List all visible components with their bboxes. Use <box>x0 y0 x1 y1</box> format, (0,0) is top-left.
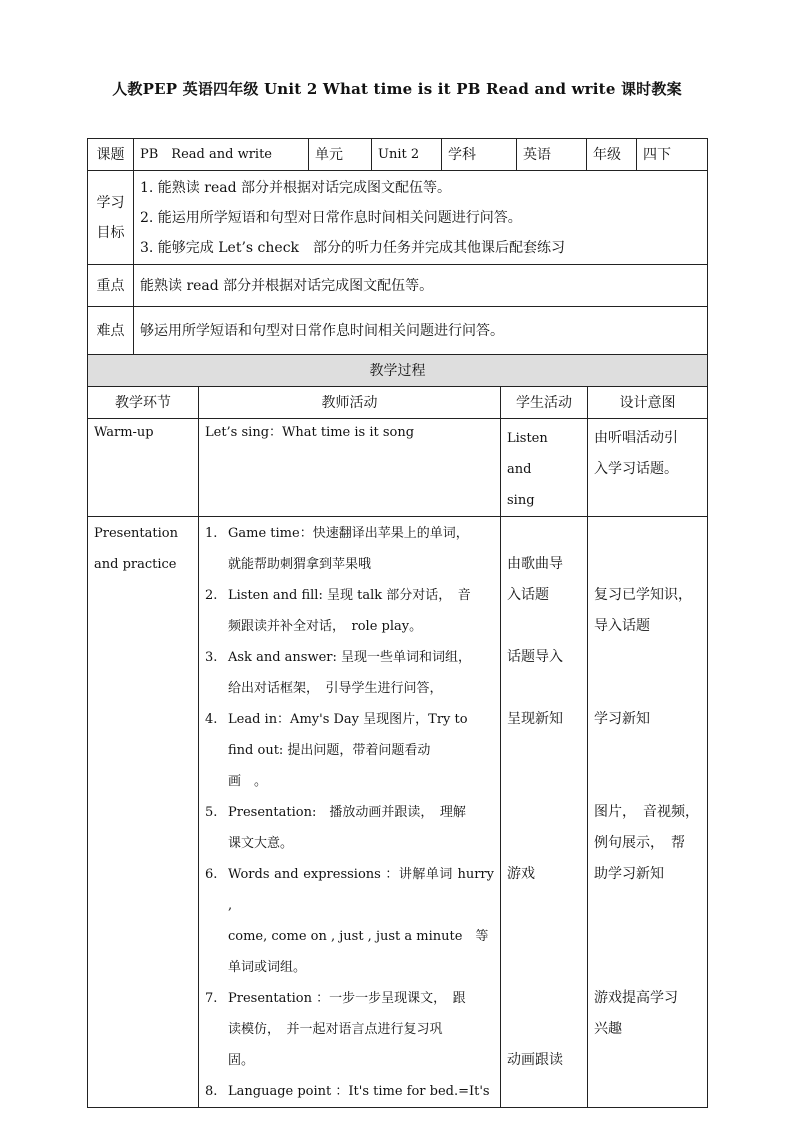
design-intent-line <box>594 890 701 921</box>
presentation-stage: Presentation and practice <box>88 517 199 1108</box>
step-number: 8. <box>205 1084 218 1099</box>
warmup-intent: 由听唱活动引 入学习话题。 <box>588 419 708 517</box>
process-header-row <box>88 387 708 419</box>
teacher-step <box>205 859 494 983</box>
objective-item: 1. 能熟读 read 部分并根据对话完成图文配伍等。 <box>140 179 451 196</box>
warmup-student: Listen and sing <box>501 419 588 517</box>
design-intent-line <box>594 921 701 952</box>
step-line: 给出对话框架， 引导学生进行问答， <box>228 681 443 696</box>
student-activity-line: 呈现新知 <box>507 711 563 727</box>
objectives-label: 学习 目标 <box>88 171 134 265</box>
step-line: 画 。 <box>228 774 268 789</box>
teaching-process-table <box>87 354 708 1108</box>
difficulties-value: 够运用所学短语和句型对日常作息时间相关问题进行问答。 <box>134 307 708 355</box>
student-activity-line: 话题导入 <box>507 649 563 665</box>
step-number: 1. <box>205 526 218 541</box>
teacher-step-list <box>205 518 494 1107</box>
difficulties-label: 难点 <box>88 307 134 355</box>
warmup-teacher: Let’s sing：What time is it song <box>199 419 501 517</box>
step-number: 6. <box>205 867 218 882</box>
design-intent-line: 复习已学知识， <box>594 587 692 603</box>
design-intent-line <box>594 549 701 580</box>
step-line: 频跟读并补全对话， role play。 <box>228 619 423 634</box>
teacher-activities <box>199 517 501 1108</box>
design-intent-line: 例句展示， 帮 <box>594 835 685 851</box>
lesson-label: 课题 <box>88 139 134 171</box>
design-intent-line <box>594 642 701 673</box>
teacher-step <box>205 983 494 1076</box>
step-number: 2. <box>205 588 218 603</box>
process-title: 教学过程 <box>88 355 708 387</box>
objectives-row <box>88 171 708 265</box>
header-teacher: 教师活动 <box>199 387 501 419</box>
design-intent-line: 学习新知 <box>594 711 650 727</box>
unit-value: Unit 2 <box>372 139 442 171</box>
objectives-list <box>134 171 708 265</box>
header-student: 学生活动 <box>501 387 588 419</box>
presentation-row <box>88 517 708 1108</box>
teacher-step <box>205 518 494 580</box>
design-intent-line <box>594 766 701 797</box>
subject-label: 学科 <box>442 139 517 171</box>
step-number: 3. <box>205 650 218 665</box>
document-title: 人教PEP 英语四年级 Unit 2 What time is it PB Read and write 课时教案 <box>112 80 682 98</box>
process-title-row <box>88 355 708 387</box>
step-line: Ask and answer: 呈现一些单词和词组， <box>228 650 471 665</box>
step-text <box>228 1076 494 1107</box>
step-line: 单词或词组。 <box>228 960 307 975</box>
student-activity-line <box>507 952 581 983</box>
design-intents <box>588 517 708 1108</box>
student-activity-line <box>507 611 581 642</box>
warmup-row <box>88 419 708 517</box>
design-intent-line: 助学习新知 <box>594 866 664 882</box>
student-activity-line <box>507 673 581 704</box>
step-line: 读模仿， 并一起对语言点进行复习巩 <box>228 1022 443 1037</box>
lesson-info-table <box>87 138 708 355</box>
student-activity-line <box>507 921 581 952</box>
step-text <box>228 518 494 580</box>
student-activity-line <box>507 797 581 828</box>
step-text <box>228 983 494 1076</box>
key-points-row <box>88 265 708 307</box>
lesson-value: PB Read and write <box>134 139 309 171</box>
step-line: 就能帮助刺猬拿到苹果哦 <box>228 557 372 572</box>
subject-value: 英语 <box>517 139 587 171</box>
step-line: Listen and fill: 呈现 talk 部分对话， 音 <box>228 588 471 603</box>
design-intent-line <box>594 1045 701 1076</box>
step-text <box>228 704 494 797</box>
teacher-step <box>205 704 494 797</box>
step-line: 课文大意。 <box>228 836 294 851</box>
step-number: 4. <box>205 712 218 727</box>
step-text <box>228 797 494 859</box>
key-points-label: 重点 <box>88 265 134 307</box>
student-activity-line: 由歌曲导 <box>507 556 563 572</box>
design-intent-line <box>594 673 701 704</box>
teacher-step <box>205 1076 494 1107</box>
step-text <box>228 580 494 642</box>
student-activity-line <box>507 735 581 766</box>
header-row <box>88 139 708 171</box>
teacher-step <box>205 580 494 642</box>
student-activity-line <box>507 1014 581 1045</box>
teacher-step <box>205 642 494 704</box>
step-line: come, come on , just , just a minute 等 <box>228 929 489 944</box>
step-number: 7. <box>205 991 218 1006</box>
step-line: 固。 <box>228 1053 255 1068</box>
teacher-step <box>205 797 494 859</box>
student-activity-line <box>507 518 581 549</box>
student-activity-line <box>507 828 581 859</box>
step-line: Presentation ：一步一步呈现课文， 跟 <box>228 991 466 1006</box>
step-line: Words and expressions ：讲解单词 hurry , <box>228 867 494 913</box>
warmup-stage: Warm-up <box>88 419 199 517</box>
step-text <box>228 859 494 983</box>
step-line: Presentation: 播放动画并跟读， 理解 <box>228 805 466 820</box>
student-activities <box>501 517 588 1108</box>
design-intent-line <box>594 518 701 549</box>
key-points-value: 能熟读 read 部分并根据对话完成图文配伍等。 <box>134 265 708 307</box>
student-activity-line: 游戏 <box>507 866 535 882</box>
header-stage: 教学环节 <box>88 387 199 419</box>
objective-item: 2. 能运用所学短语和句型对日常作息时间相关问题进行问答。 <box>140 209 522 226</box>
unit-label: 单元 <box>309 139 372 171</box>
step-line: Language point ：It's time for bed.=It's <box>228 1084 490 1099</box>
design-intent-line <box>594 735 701 766</box>
student-activity-line <box>507 766 581 797</box>
step-text <box>228 642 494 704</box>
design-intent-line: 兴趣 <box>594 1021 622 1037</box>
student-activity-line: 入话题 <box>507 587 549 603</box>
design-intent-line: 导入话题 <box>594 618 650 634</box>
grade-value: 四下 <box>637 139 708 171</box>
design-intent-line: 游戏提高学习 <box>594 990 678 1006</box>
student-activity-line <box>507 890 581 921</box>
step-number: 5. <box>205 805 218 820</box>
grade-label: 年级 <box>587 139 637 171</box>
design-intent-line: 图片， 音视频， <box>594 804 699 820</box>
student-activity-line <box>507 983 581 1014</box>
header-intent: 设计意图 <box>588 387 708 419</box>
student-activity-line: 动画跟读 <box>507 1052 563 1068</box>
objective-item: 3. 能够完成 Let’s check 部分的听力任务并完成其他课后配套练习 <box>140 239 566 256</box>
difficulties-row <box>88 307 708 355</box>
step-line: Game time：快速翻译出苹果上的单词， <box>228 526 469 541</box>
design-intent-line <box>594 952 701 983</box>
step-line: Lead in：Amy's Day 呈现图片，Try to <box>228 712 468 727</box>
step-line: find out: 提出问题，带着问题看动 <box>228 743 431 758</box>
